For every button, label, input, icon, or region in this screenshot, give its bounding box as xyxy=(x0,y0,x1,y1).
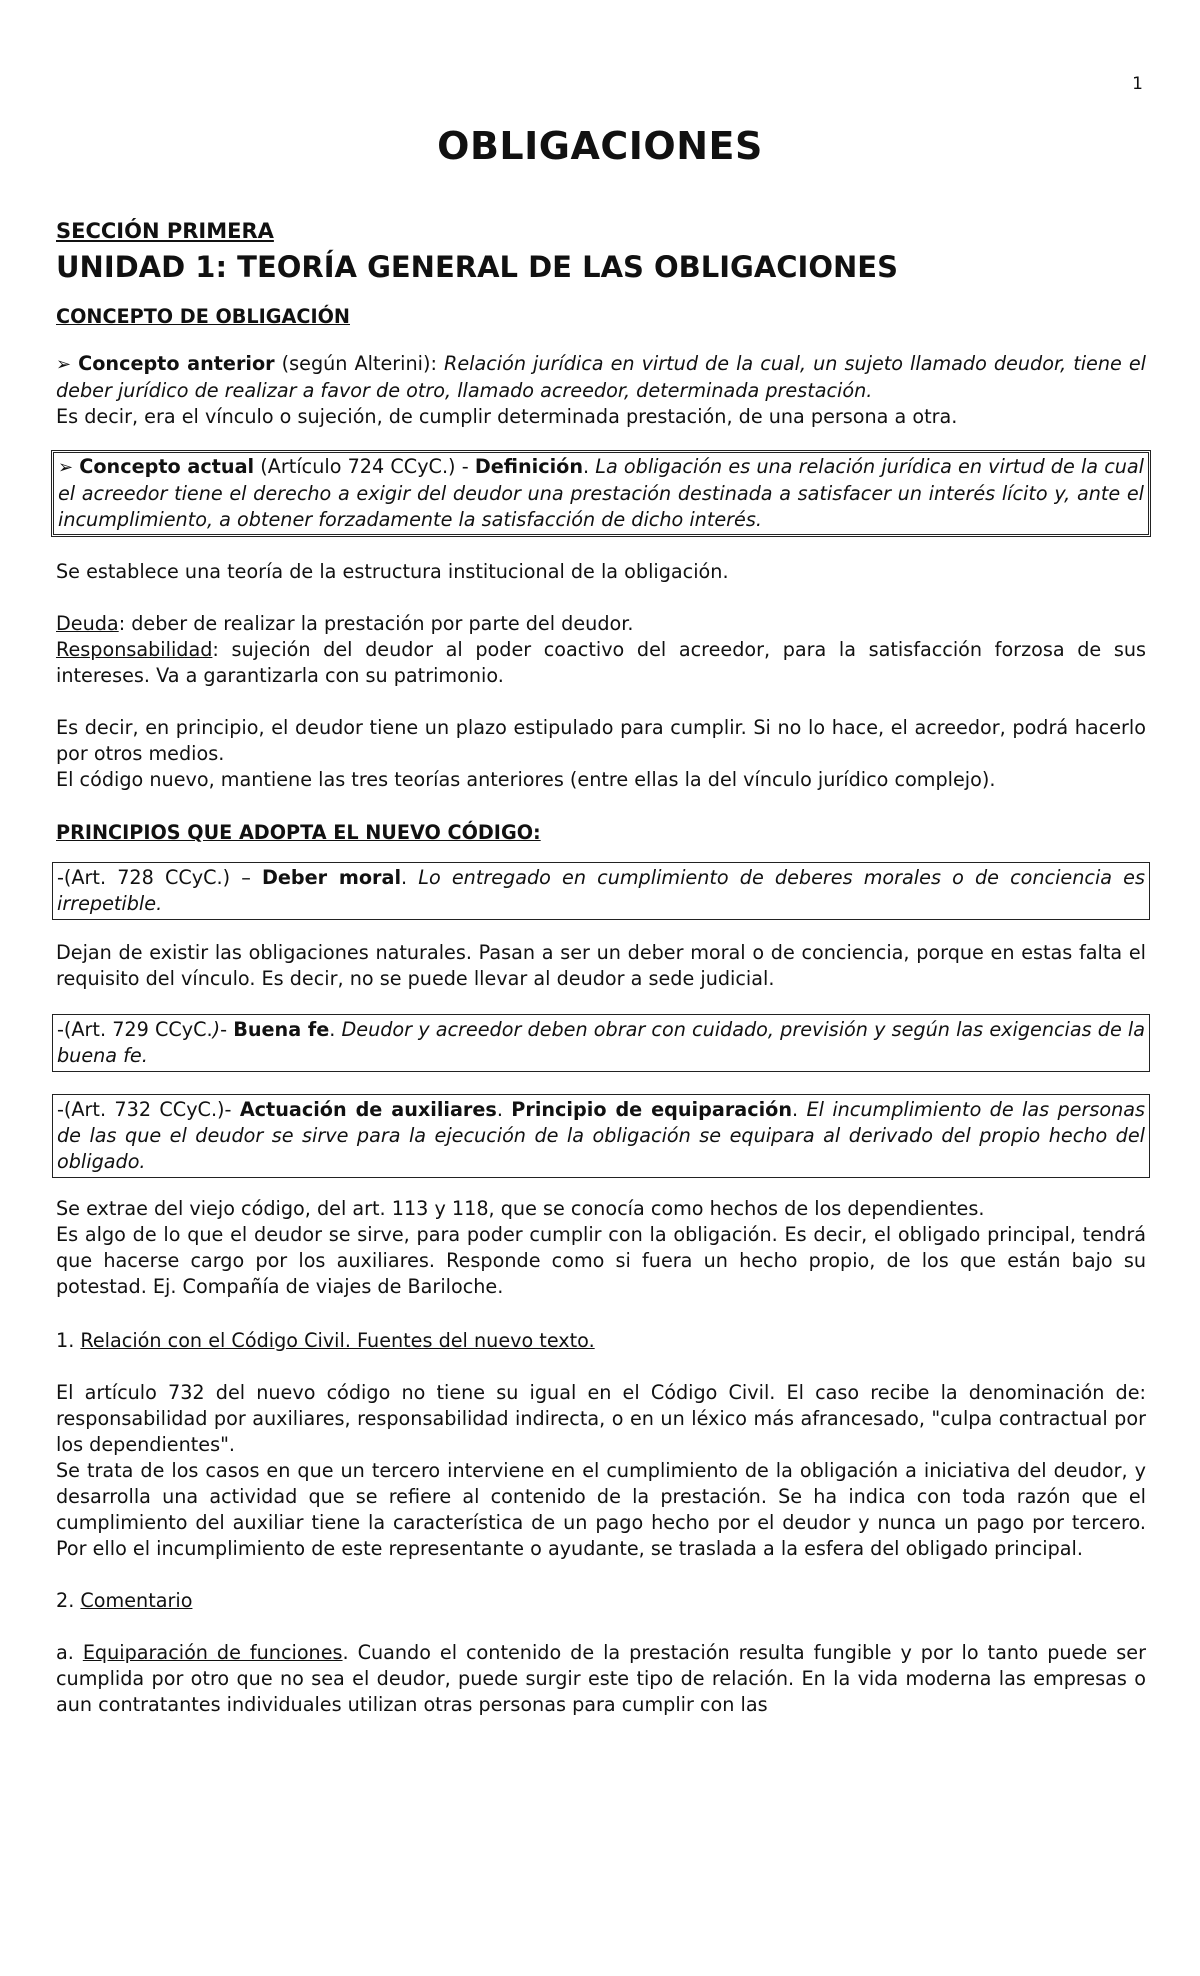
item-a-text: . Cuando el contenido de la prestación resulta fungible y por lo tanto puede ser cumplida por otro que no sea el deudor, puede surgir este tipo de relación. En la vida moderna las empresas o aun contratantes individuales utilizan otras personas para cumplir con las xyxy=(56,1641,1146,1716)
art729-dot: . xyxy=(329,1018,342,1041)
item-2-title: Comentario xyxy=(80,1589,193,1612)
art729-text: Deudor y acreedor deben obrar con cuidado, previsión y según las exigencias de la buena fe. xyxy=(57,1018,1146,1067)
item-1-heading xyxy=(56,1328,1146,1354)
bullet-arrow-icon: ➢ xyxy=(56,354,72,375)
art729-dash: - xyxy=(220,1018,234,1041)
item-2-heading xyxy=(56,1588,1146,1614)
concepto-actual-article: (Artículo 724 CCyC.) - xyxy=(254,455,475,478)
responsabilidad-text: : sujeción del deudor al poder coactivo del acreedor, para la satisfacción forzosa de sus intereses. Va a garantizarla con su patrimonio. xyxy=(56,638,1146,687)
art732-prefix: -(Art. 732 CCyC.)- xyxy=(57,1098,240,1121)
art728-prefix: -(Art. 728 CCyC.) – xyxy=(57,866,262,889)
art728-text: Lo entregado en cumplimiento de deberes morales o de conciencia es irrepetible. xyxy=(57,866,1145,915)
responsabilidad-paragraph xyxy=(56,637,1146,689)
auxiliares-paragraph-2: Es algo de lo que el deudor se sirve, para poder cumplir con la obligación. Es decir, el obligado principal, tendrá que hacerse cargo por los auxiliares. Responde como si fuera un hecho propio, de los que están bajo su potestad. Ej. Compañía de viajes de Bariloche. xyxy=(56,1223,1146,1298)
art728-dot: . xyxy=(401,866,419,889)
concept-heading: CONCEPTO DE OBLIGACIÓN xyxy=(56,305,350,328)
item-2-number: 2. xyxy=(56,1589,81,1612)
item-a-paragraph xyxy=(56,1640,1146,1718)
document-title: OBLIGACIONES xyxy=(437,124,763,168)
item-1-title: Relación con el Código Civil. Fuentes del nuevo texto. xyxy=(80,1329,595,1352)
auxiliares-paragraph-1: Se extrae del viejo código, del art. 113 y 118, que se conocía como hechos de los dependientes. xyxy=(56,1197,985,1220)
art732-dot-2: . xyxy=(792,1098,807,1121)
concepto-actual-box xyxy=(51,450,1151,537)
item-1-paragraph-2: Se trata de los casos en que un tercero interviene en el cumplimiento de la obligación a iniciativa del deudor, y desarrolla una actividad que se refiere al contenido de la prestación. Se ha indica con toda razón que el cumplimiento del auxiliar tiene la característica de un pago hecho por el deudor y nunca un pago por tercero. Por ello el incumplimiento de este representante o ayudante, se traslada a la esfera del obligado principal. xyxy=(56,1459,1146,1560)
principios-heading: PRINCIPIOS QUE ADOPTA EL NUEVO CÓDIGO: xyxy=(56,821,541,844)
principle-paragraph-1: Es decir, en principio, el deudor tiene un plazo estipulado para cumplir. Si no lo hace, el acreedor, podrá hacerlo por otros medios. xyxy=(56,716,1146,765)
deuda-paragraph xyxy=(56,611,1146,637)
art732-label-1: Actuación de auxiliares xyxy=(239,1098,497,1121)
deuda-term: Deuda xyxy=(56,612,119,635)
deuda-text: : deber de realizar la prestación por parte del deudor. xyxy=(118,612,634,635)
page-number: 1 xyxy=(1132,74,1143,94)
item-1-paragraph-1: El artículo 732 del nuevo código no tiene su igual en el Código Civil. El caso recibe la denominación de: responsabilidad por auxiliares, responsabilidad indirecta, o en un léxico más afrancesado, "culpa contractual por los dependientes". xyxy=(56,1381,1146,1456)
unit-heading: UNIDAD 1: TEORÍA GENERAL DE LAS OBLIGACIONES xyxy=(56,250,898,284)
concepto-anterior-definition: Relación jurídica en virtud de la cual, un sujeto llamado deudor, tiene el deber jurídico de realizar a favor de otro, llamado acreedor, determinada prestación. xyxy=(56,352,1146,402)
concepto-anterior-label: Concepto anterior xyxy=(78,352,275,375)
moral-paragraph: Dejan de existir las obligaciones naturales. Pasan a ser un deber moral o de conciencia, porque en estas falta el requisito del vínculo. Es decir, no se puede llevar al deudor a sede judicial. xyxy=(56,941,1146,990)
art729-paren: ) xyxy=(212,1018,221,1041)
item-a-number: a. xyxy=(56,1641,83,1664)
bullet-arrow-icon: ➢ xyxy=(58,457,74,478)
document-body xyxy=(56,218,1146,1718)
art729-prefix: -(Art. 729 CCyC. xyxy=(57,1018,213,1041)
concepto-anterior-paragraph xyxy=(56,351,1146,404)
definicion-dot: . xyxy=(583,455,596,478)
responsabilidad-term: Responsabilidad xyxy=(56,638,213,661)
section-heading: SECCIÓN PRIMERA xyxy=(56,219,274,243)
item-1-number: 1. xyxy=(56,1329,81,1352)
art732-dot-1: . xyxy=(496,1098,512,1121)
concepto-actual-definition: La obligación es una relación jurídica en virtud de la cual el acreedor tiene el derecho a exigir del deudor una prestación destinada a satisfacer un interés lícito y, ante el incumplimiento, a obtener forzadamente la satisfacción de dicho interés. xyxy=(58,455,1145,531)
art732-label-2: Principio de equiparación xyxy=(511,1098,793,1121)
concepto-actual-label: Concepto actual xyxy=(79,455,255,478)
art729-label: Buena fe xyxy=(233,1018,330,1041)
item-a-title: Equiparación de funciones xyxy=(82,1641,343,1664)
structure-paragraph: Se establece una teoría de la estructura institucional de la obligación. xyxy=(56,560,729,583)
art728-box xyxy=(52,862,1150,920)
concepto-anterior-source: (según Alterini): xyxy=(274,352,444,375)
principle-paragraph-2: El código nuevo, mantiene las tres teorías anteriores (entre ellas la del vínculo jurídico complejo). xyxy=(56,768,996,791)
art728-label: Deber moral xyxy=(261,866,402,889)
art729-box xyxy=(52,1014,1150,1072)
definicion-label: Definición xyxy=(474,455,584,478)
concepto-anterior-explanation: Es decir, era el vínculo o sujeción, de cumplir determinada prestación, de una persona a otra. xyxy=(56,405,958,428)
art732-box xyxy=(52,1094,1150,1178)
art732-text: El incumplimiento de las personas de las que el deudor se sirve para la ejecución de la obligación se equipara al derivado del propio hecho del obligado. xyxy=(57,1098,1145,1173)
